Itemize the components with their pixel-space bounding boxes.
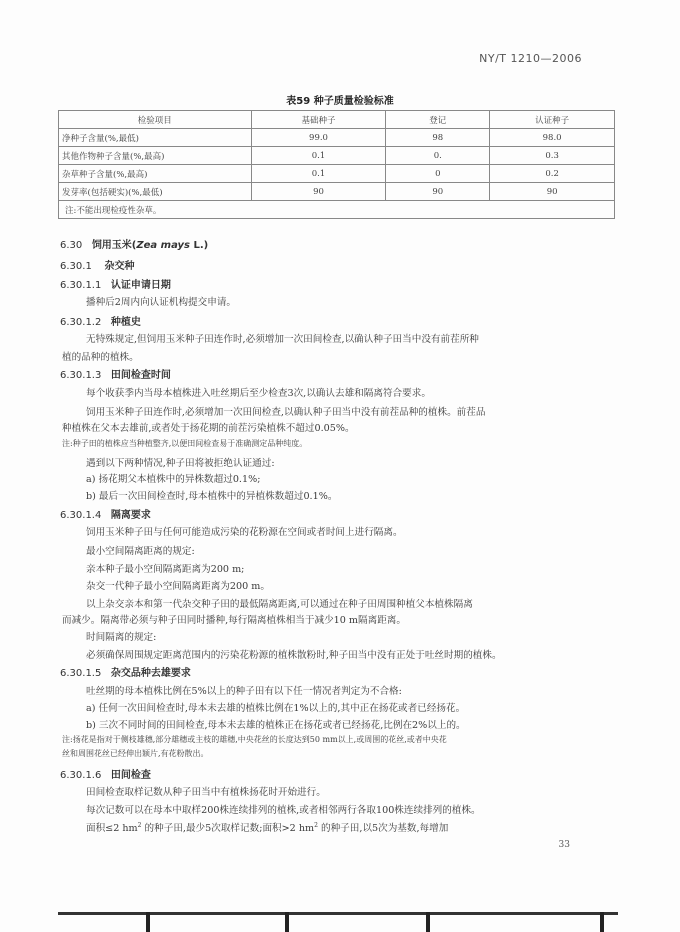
paragraph: 每次记数可以在母本中取样200株连续排列的植株,或者相邻两行各取100株连续排列的植株。 bbox=[86, 805, 481, 816]
column-header: 检验项目 bbox=[59, 111, 252, 129]
table-row bbox=[59, 165, 615, 183]
section-title: 田间检查 bbox=[110, 770, 151, 781]
text-run: 的种子田,最少5次取样记数;面积>2 hm bbox=[141, 823, 315, 834]
section-title: 杂交种 bbox=[104, 261, 135, 272]
section-number: 6.30.1.6 bbox=[60, 770, 102, 781]
table-cell: 98.0 bbox=[490, 129, 615, 147]
list-item: b) 最后一次田间检查时,母本植株中的异植株数超过0.1%。 bbox=[86, 491, 338, 502]
paragraph: 植的品种的植株。 bbox=[62, 352, 139, 363]
section-title: 田间检查时间 bbox=[110, 370, 171, 381]
note: 注:种子田的植株应当种植整齐,以便田间检查易于准确测定品种纯度。 bbox=[62, 439, 308, 448]
column-header: 登记 bbox=[386, 111, 490, 129]
paragraph: 无特殊规定,但饲用玉米种子田连作时,必须增加一次田间检查,以确认种子田当中没有前茬所种 bbox=[86, 334, 479, 345]
table-note-row bbox=[59, 201, 615, 219]
section-title: 种植史 bbox=[110, 317, 141, 328]
section-number: 6.30.1.5 bbox=[60, 668, 102, 679]
section-6-30-1-2-heading bbox=[60, 313, 141, 328]
table-cell: 0.1 bbox=[251, 165, 386, 183]
paragraph: 播种后2周内向认证机构提交申请。 bbox=[86, 297, 237, 308]
table-cell: 其他作物种子含量(%,最高) bbox=[59, 147, 252, 165]
table-row bbox=[59, 183, 615, 201]
paragraph: 必须确保周围规定距离范围内的污染花粉源的植株散粉时,种子田当中没有正处于吐丝时期的植株。 bbox=[86, 650, 502, 661]
latin-name: Zea mays bbox=[136, 240, 190, 251]
paragraph: 吐丝期的母本植株比例在5%以上的种子田有以下任一情况者判定为不合格: bbox=[86, 686, 402, 697]
list-item: a) 任何一次田间检查时,母本未去雄的植株比例在1%以上的,其中正在扬花或者已经扬花。 bbox=[86, 703, 466, 714]
table-cell: 杂草种子含量(%,最高) bbox=[59, 165, 252, 183]
paragraph: 饲用玉米种子田与任何可能造成污染的花粉源在空间或者时间上进行隔离。 bbox=[86, 527, 403, 538]
section-6-30-heading bbox=[60, 236, 208, 251]
table-row bbox=[59, 147, 615, 165]
section-title: 认证申请日期 bbox=[110, 280, 171, 291]
table-cell: 0.3 bbox=[490, 147, 615, 165]
section-number: 6.30.1.2 bbox=[60, 317, 102, 328]
paragraph: 面积≤2 $hm^2$ 的种子田,最少5次取样记数;面积>2 $hm^2$ 的种子田,以5次为基数,每增加 bbox=[86, 821, 449, 834]
section-6-30-1-1-heading bbox=[60, 276, 171, 291]
table-cell: 0. bbox=[386, 147, 490, 165]
seed-quality-table bbox=[58, 110, 615, 219]
paragraph: 每个收获季内当母本植株进入吐丝期后至少检查3次,以确认去雄和隔离符合要求。 bbox=[86, 388, 431, 399]
table-cell: 90 bbox=[251, 183, 386, 201]
column-header: 认证种子 bbox=[490, 111, 615, 129]
paragraph: 时间隔离的规定: bbox=[86, 632, 157, 643]
section-6-30-1-5-heading bbox=[60, 664, 191, 679]
table-cell: 90 bbox=[386, 183, 490, 201]
paragraph: 饲用玉米种子田连作时,必须增加一次田间检查,以确认种子田当中没有前茬品种的植株。前茬品 bbox=[86, 407, 486, 418]
page-number: 33 bbox=[558, 840, 570, 850]
paragraph: 亲本种子最小空间隔离距离为200 m; bbox=[86, 564, 245, 575]
text-run: 面积≤2 hm bbox=[86, 823, 138, 834]
section-6-30-1-4-heading bbox=[60, 506, 151, 521]
table-cell: 发芽率(包括硬实)(%,最低) bbox=[59, 183, 252, 201]
section-number: 6.30 bbox=[60, 240, 83, 251]
paragraph: 杂交一代种子最小空间隔离距离为200 m。 bbox=[86, 581, 270, 592]
note: 丝和周围花丝已经伸出颖片,有花粉散出。 bbox=[62, 749, 209, 758]
table-cell: 99.0 bbox=[251, 129, 386, 147]
table-cell: 0.2 bbox=[490, 165, 615, 183]
standard-code-header: NY/T 1210—2006 bbox=[479, 52, 582, 65]
section-6-30-1-heading bbox=[60, 257, 135, 272]
section-number: 6.30.1.4 bbox=[60, 510, 102, 521]
table-cell: 0 bbox=[386, 165, 490, 183]
table-cell: 净种子含量(%,最低) bbox=[59, 129, 252, 147]
table-cell: 90 bbox=[490, 183, 615, 201]
section-title: 饲用玉米( bbox=[91, 240, 137, 251]
paragraph: 而减少。隔离带必须与种子田同时播种,每行隔离植株相当于减少10 m隔离距离。 bbox=[62, 615, 406, 626]
paragraph: 田间检查取样记数从种子田当中有植株扬花时开始进行。 bbox=[86, 787, 326, 798]
paragraph: 最小空间隔离距离的规定: bbox=[86, 546, 195, 557]
section-title: 隔离要求 bbox=[110, 510, 151, 521]
table-cell: 98 bbox=[386, 129, 490, 147]
binding-mark bbox=[600, 912, 604, 932]
note: 注:扬花是指对于侧枝雄穗,部分雄穗或主枝的雄穗,中央花丝的长度达到50 mm以上,或周围的花丝,或者中央花 bbox=[62, 735, 447, 744]
section-title: 杂交品种去雄要求 bbox=[110, 668, 191, 679]
table-caption: 表59 种子质量检验标准 bbox=[286, 96, 394, 107]
table-header-row bbox=[59, 111, 615, 129]
table-row bbox=[59, 129, 615, 147]
table-note: 注:不能出现检疫性杂草。 bbox=[59, 201, 615, 219]
section-6-30-1-3-heading bbox=[60, 366, 171, 381]
binding-mark bbox=[146, 912, 150, 932]
paragraph: 以上杂交亲本和第一代杂交种子田的最低隔离距离,可以通过在种子田周围种植父本植株隔离 bbox=[86, 599, 473, 610]
paragraph: 种植株在父本去雄前,或者处于扬花期的前茬污染植株不超过0.05%。 bbox=[62, 423, 355, 434]
section-6-30-1-6-heading bbox=[60, 766, 151, 781]
section-title-end: L.) bbox=[189, 240, 209, 251]
list-item: b) 三次不同时间的田间检查,母本未去雄的植株正在扬花或者已经扬花,比例在2%以上的。 bbox=[86, 720, 466, 731]
section-number: 6.30.1 bbox=[60, 261, 92, 272]
table-cell: 0.1 bbox=[251, 147, 386, 165]
binding-mark bbox=[285, 912, 289, 932]
binding-mark bbox=[426, 912, 430, 932]
column-header: 基础种子 bbox=[251, 111, 386, 129]
text-run: 的种子田,以5次为基数,每增加 bbox=[317, 823, 449, 834]
section-number: 6.30.1.1 bbox=[60, 280, 102, 291]
list-item: a) 扬花期父本植株中的异株数超过0.1%; bbox=[86, 474, 261, 485]
page-bottom-edge bbox=[58, 912, 618, 915]
paragraph: 遇到以下两种情况,种子田将被拒绝认证通过: bbox=[86, 458, 275, 469]
section-number: 6.30.1.3 bbox=[60, 370, 102, 381]
